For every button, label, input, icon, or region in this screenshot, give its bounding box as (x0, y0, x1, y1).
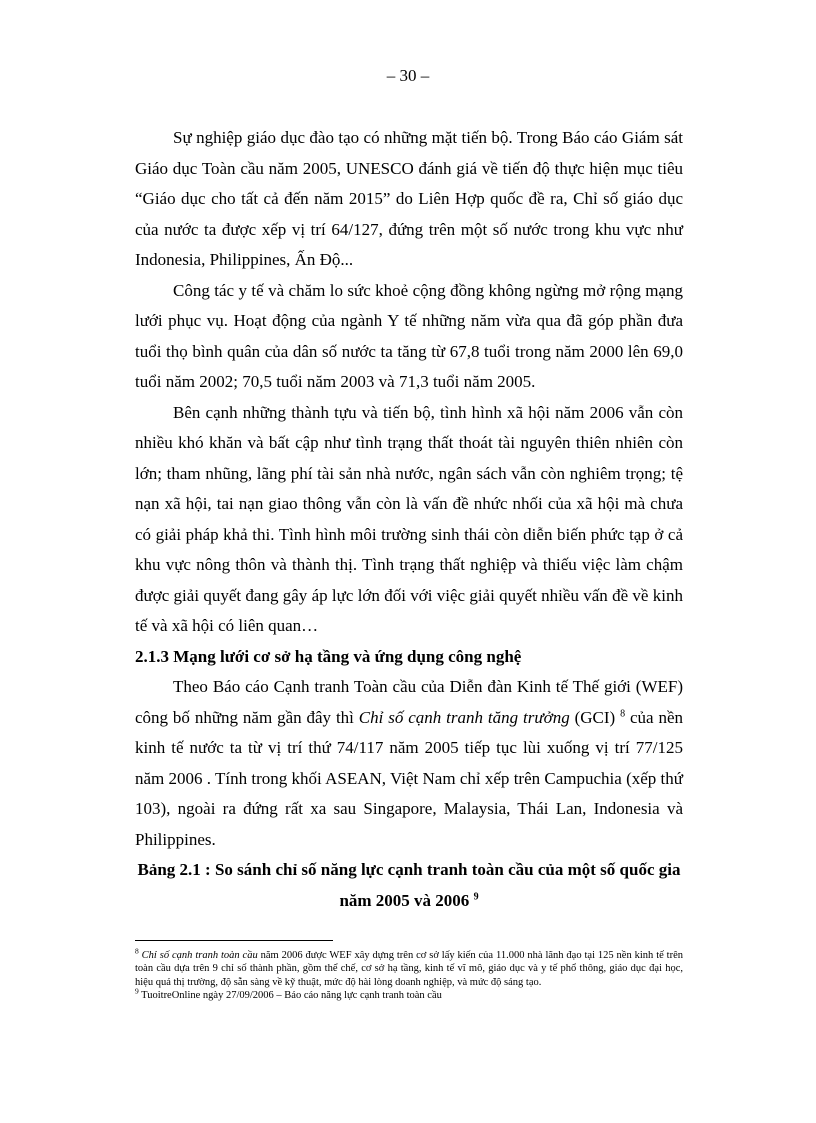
footnote-ref-8[interactable]: 8 (620, 707, 626, 719)
table-caption-line2-wrap (135, 886, 683, 917)
footnote-9-text: TuoitreOnline ngày 27/09/2006 – Báo cáo năng lực cạnh tranh toàn cầu (138, 989, 442, 1001)
footnote-8-text: năm 2006 được WEF xây dựng trên cơ sở lấy kiến của 11.000 nhà lãnh đạo tại 125 nền kinh tế trên toàn cầu dựa trên 9 chỉ số thành phần, gồm thể chế, cơ sở hạ tầng, kinh tế vĩ mô, giáo dục và y tế phổ thông, giáo dục đại học, hiệu quả thị trường, độ sẵn sàng về kỹ thuật, mức độ hài lòng doanh nghiệp, và mức độ sáng tạo. (135, 950, 684, 988)
footnotes (135, 940, 683, 1002)
paragraph-health: Công tác y tế và chăm lo sức khoẻ cộng đồng không ngừng mở rộng mạng lưới phục vụ. Hoạt động của ngành Y tế những năm vừa qua đã góp phần đưa tuổi thọ bình quân của dân số nước ta tăng từ 67,8 tuổi trong năm 2000 lên 69,0 tuổi năm 2002; 70,5 tuổi năm 2003 và 71,3 tuổi năm 2005. (135, 280, 683, 391)
gci-term: Chỉ số cạnh tranh tăng trưởng (358, 707, 570, 727)
section-heading: 2.1.3 Mạng lưới cơ sở hạ tầng và ứng dụng công nghệ (135, 646, 522, 666)
table-caption-line2: năm 2005 và 2006 (339, 890, 470, 910)
footnote-8-marker: 8 (135, 946, 139, 956)
body-text (135, 123, 683, 916)
footnote-9 (135, 986, 683, 1002)
paragraph-social-issues: Bên cạnh những thành tựu và tiến bộ, tình hình xã hội năm 2006 vẫn còn nhiều khó khăn và bất cập như tình trạng thất thoát tài nguyên thiên nhiên còn lớn; tham nhũng, lãng phí tài sản nhà nước, ngân sách vẫn còn nghiêm trọng; tệ nạn xã hội, tai nạn giao thông vẫn còn là vấn đề nhức nhối của xã hội mà chưa có giải pháp khả thi. Tình hình môi trường sinh thái còn diễn biến phức tạp ở cả khu vực nông thôn và thành thị. Tình trạng thất nghiệp và thiếu việc làm chậm được giải quyết đang gây áp lực lớn đối với việc giải quyết nhiều vấn đề về kinh tế và xã hội có liên quan… (135, 402, 683, 635)
footnote-8 (135, 946, 684, 989)
table-caption (135, 855, 683, 916)
paragraph-education: Sự nghiệp giáo dục đào tạo có những mặt tiến bộ. Trong Báo cáo Giám sát Giáo dục Toàn cầu năm 2005, UNESCO đánh giá về tiến độ thực hiện mục tiêu “Giáo dục cho tất cả đến năm 2015” do Liên Hợp quốc đề ra, Chỉ số giáo dục của nước ta được xếp vị trí 64/127, đứng trên một số nước trong khu vực như Indonesia, Philippines, Ấn Độ... (135, 128, 683, 269)
paragraph-competitiveness-end: của nền kinh tế nước ta từ vị trí thứ 74/117 năm 2005 tiếp tục lùi xuống vị trí 77/125 năm 2006 . Tính trong khối ASEAN, Việt Nam chỉ xếp trên Campuchia (xếp thứ 103), ngoài ra đứng rất xa sau Singapore, Malaysia, Thái Lan, Indonesia và Philippines. (135, 707, 683, 849)
gci-abbrev: (GCI) (569, 707, 621, 727)
footnote-divider (135, 940, 333, 941)
footnote-8-term: Chỉ số cạnh tranh toàn cầu (141, 950, 258, 961)
footnote-ref-9[interactable]: 9 (473, 890, 479, 902)
paragraph-competitiveness (135, 672, 683, 855)
footnote-9-marker: 9 (135, 986, 139, 996)
page-number: – 30 – (386, 66, 430, 85)
paragraph-competitiveness-start: Theo Báo cáo Cạnh tranh Toàn cầu của Diễn đàn Kinh tế Thế giới (WEF) công bố những năm gần đây thì (135, 677, 683, 727)
table-caption-line1: Bảng 2.1 : So sánh chỉ số năng lực cạnh tranh toàn cầu của một số quốc gia (137, 860, 681, 879)
